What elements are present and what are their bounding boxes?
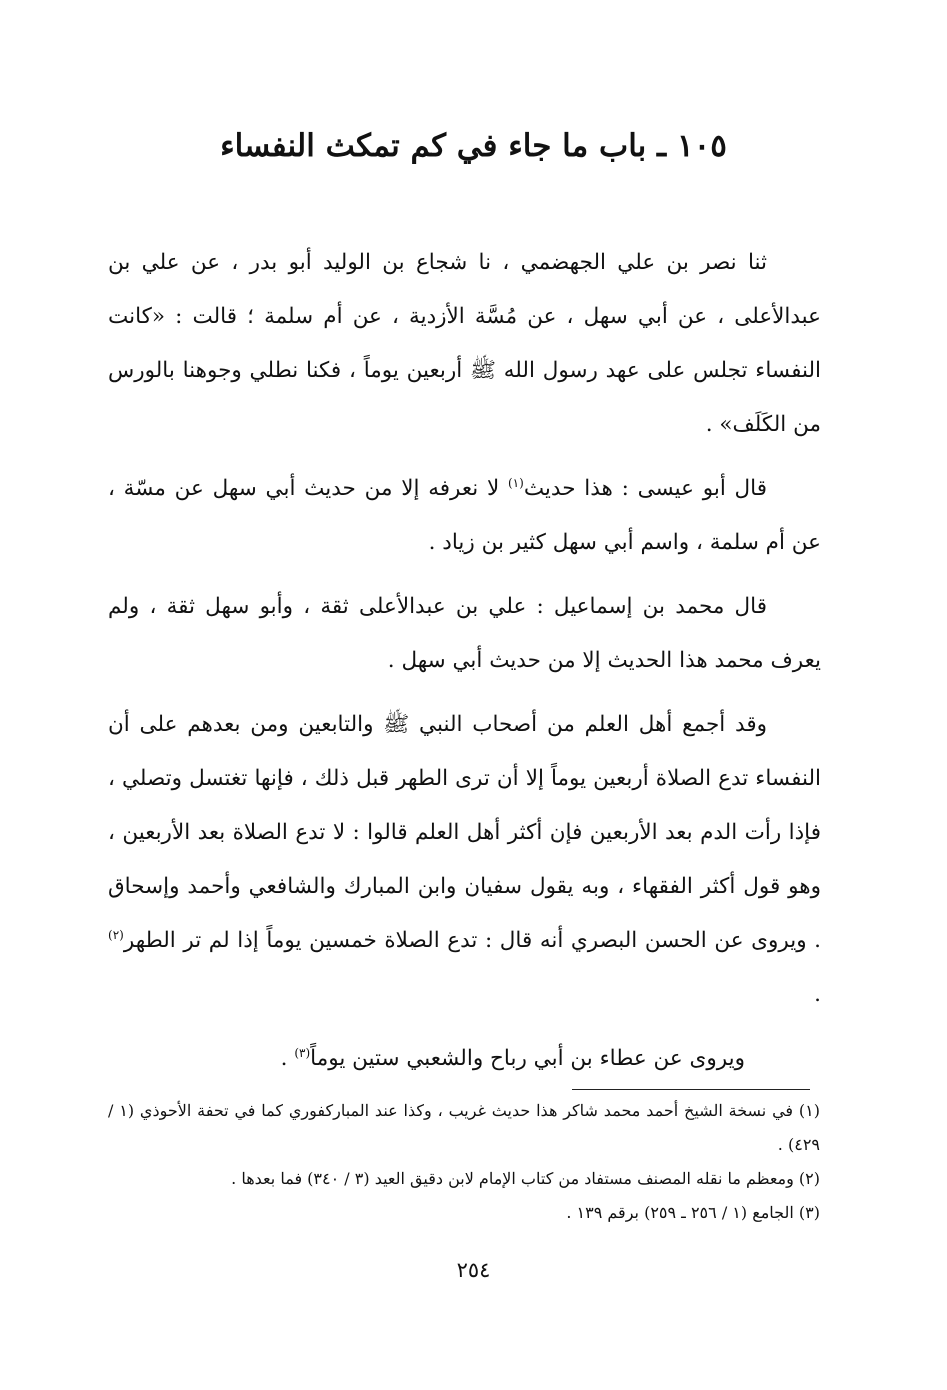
paragraph-text: . bbox=[280, 1046, 295, 1071]
footnote-divider bbox=[572, 1089, 810, 1090]
paragraph-text: وقد أجمع أهل العلم من أصحاب النبي ﷺ والتابعين ومن بعدهم على أن النفساء تدع الصلاة أربعين يوماً إلا أن ترى الطهر قبل ذلك ، فإنها تغتسل وتصلي ، فإذا رأت الدم بعد الأربعين فإن أكثر أهل العلم قالوا : لا تدع الصلاة بعد الأربعين ، وهو قول أكثر الفقهاء ، وبه يقول سفيان وابن المبارك والشافعي وأحمد وإسحاق . ويروى عن الحسن البصري أنه قال : تدع الصلاة خمسين يوماً إذا لم تر الطهر bbox=[108, 712, 821, 953]
page-number: ٢٥٤ bbox=[456, 1258, 491, 1282]
footnotes bbox=[108, 1094, 820, 1230]
paragraph-ata bbox=[108, 1032, 821, 1086]
paragraph-text: لا نعرفه إلا من حديث أبي سهل عن مسّة ، عن أم سلمة ، واسم أبي سهل كثير بن زياد . bbox=[108, 476, 821, 555]
paragraph-hadith: ثنا نصر بن علي الجهضمي ، نا شجاع بن الوليد أبو بدر ، عن علي بن عبدالأعلى ، عن أبي سهل ، عن مُسَّة الأزدية ، عن أم سلمة ؛ قالت : «كانت النفساء تجلس على عهد رسول الله ﷺ أربعين يوماً ، فكنا نطلي وجوهنا بالورس من الكَلَف» . bbox=[108, 250, 821, 437]
main-text bbox=[108, 236, 821, 1096]
footnote-marker: (٣) bbox=[294, 1045, 311, 1060]
paragraph-text: . bbox=[814, 982, 821, 1007]
paragraph-bukhari: قال محمد بن إسماعيل : علي بن عبدالأعلى ثقة ، وأبو سهل ثقة ، ولم يعرف محمد هذا الحديث إلا من حديث أبي سهل . bbox=[108, 594, 821, 673]
chapter-title: ١٠٥ ـ باب ما جاء في كم تمكث النفساء bbox=[220, 128, 727, 164]
footnote-2: (٢) ومعظم ما نقله المصنف مستفاد من كتاب الإمام لابن دقيق العيد (٣ / ٣٤٠) فما بعدها . bbox=[231, 1169, 820, 1188]
paragraph-text: ويروى عن عطاء بن أبي رباح والشعبي ستين يوماً bbox=[310, 1046, 745, 1071]
footnote-marker: (١) bbox=[507, 475, 524, 490]
paragraph-text: قال أبو عيسى : هذا حديث bbox=[523, 476, 767, 501]
footnote-3: (٣) الجامع (١ / ٢٥٦ ـ ٢٥٩) برقم ١٣٩ . bbox=[566, 1203, 820, 1222]
paragraph-abu-isa bbox=[108, 462, 821, 570]
footnote-1: (١) في نسخة الشيخ أحمد محمد شاكر هذا حديث غريب ، وكذا عند المباركفوري كما في تحفة الأحوذي (١ / ٤٢٩) . bbox=[108, 1101, 821, 1154]
footnote-marker: (٢) bbox=[108, 927, 124, 942]
paragraph-consensus bbox=[108, 698, 821, 1022]
